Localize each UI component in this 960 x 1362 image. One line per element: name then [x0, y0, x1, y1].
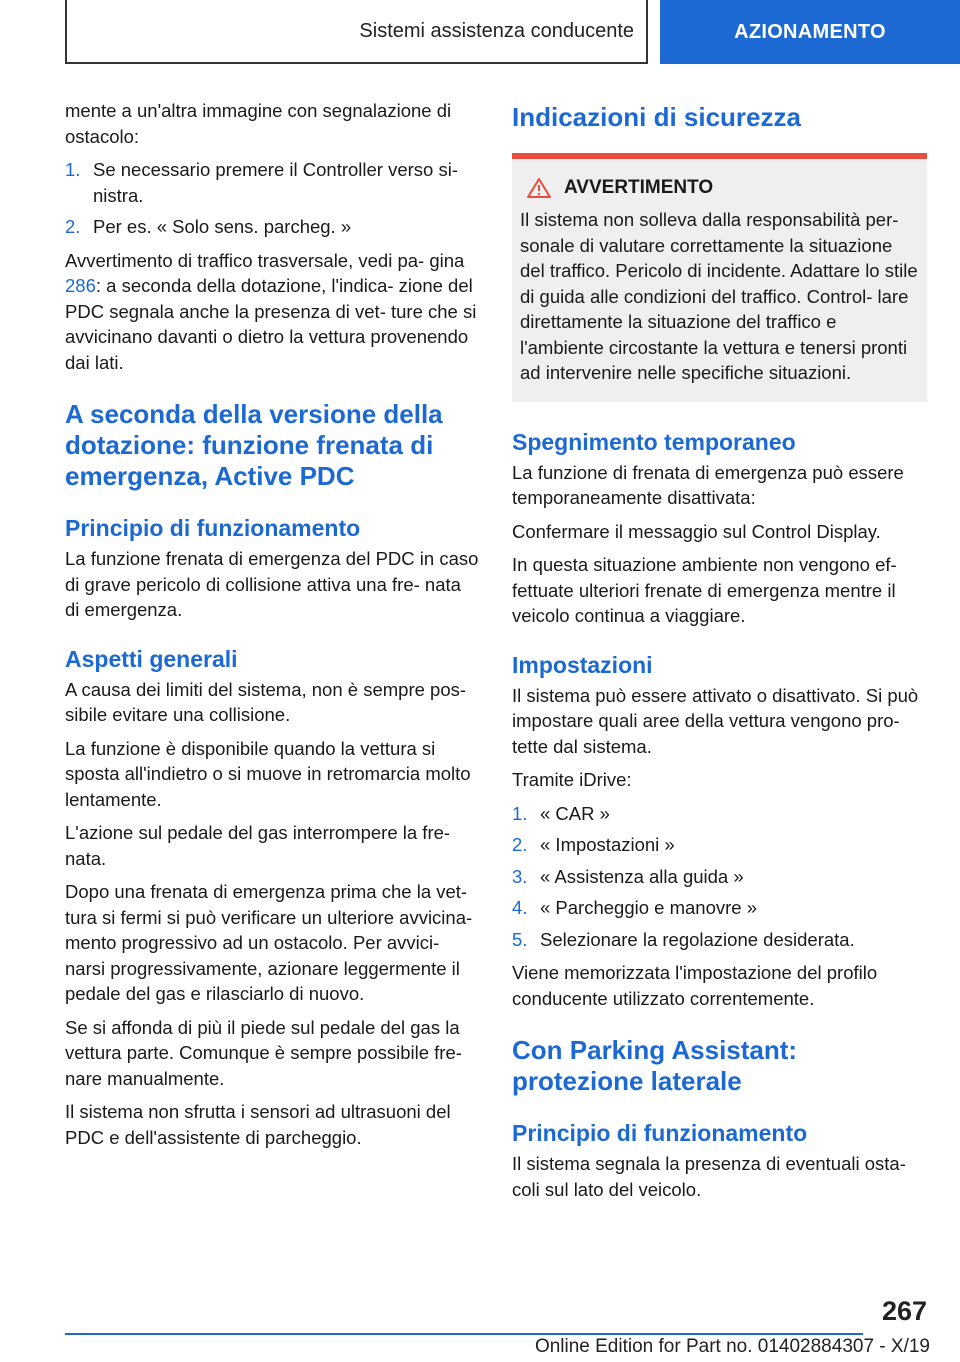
heading-principle: Principio di funzionamento — [65, 515, 361, 541]
step-text: Selezionare la regolazione desiderata. — [540, 928, 855, 950]
paragraph-settings-1: Il sistema può essere attivato o disattivato. Si può impostare quali aree della vettura vengono pro- tette dal sistema. — [512, 684, 919, 757]
right-column — [512, 98, 927, 1210]
step-number: 4. — [512, 897, 528, 918]
header-chapter-title: AZIONAMENTO — [734, 20, 886, 43]
warning-text: Il sistema non solleva dalla responsabilità per- sonale di valutare correttamente la situazione del traffico. Pericolo di incidente. Adattare lo stile di guida alle condizioni del traffico. Control- lare direttamente la situazione del traffico e l'ambiente circostante la vettura e tenersi pronti ad intervenire nelle specifiche situazioni. — [520, 209, 918, 383]
warning-title-row — [520, 177, 919, 199]
text-fragment: Avvertimento di traffico trasversale, vedi pa- gina — [65, 249, 465, 271]
heading-safety: Indicazioni di sicurezza — [512, 102, 801, 132]
list-item — [65, 214, 480, 240]
paragraph-general-6: Il sistema non sfrutta i sensori ad ultrasuoni del PDC e dell'assistente di parcheggio. — [65, 1101, 451, 1148]
paragraph-general-1: A causa dei limiti del sistema, non è sempre pos- sibile evitare una collisione. — [65, 678, 467, 725]
step-text: Se necessario premere il Controller verso si- nistra. — [93, 159, 458, 206]
paragraph-general-4: Dopo una frenata di emergenza prima che la vet- tura si fermi si può verificare un ulteriore avvicina- mento progressivo ad un ostacolo. Per avvici- narsi progressivamente, azionare leggermente il pedale del gas e rilasciarlo di nuovo. — [65, 881, 473, 1004]
left-column — [65, 98, 480, 1158]
list-item — [512, 832, 927, 858]
step-number: 3. — [512, 865, 528, 887]
list-item — [512, 864, 927, 890]
heading-principle-2: Principio di funzionamento — [512, 1120, 808, 1146]
footer-divider — [65, 1333, 863, 1335]
paragraph-temp-2: Confermare il messaggio sul Control Display. — [512, 520, 881, 542]
heading-temporary-off: Spegnimento temporaneo — [512, 428, 796, 455]
paragraph-temp-1: La funzione di frenata di emergenza può essere temporaneamente disattivata: — [512, 461, 904, 508]
step-text: « Parcheggio e manovre » — [540, 897, 757, 918]
paragraph-settings-2: Tramite iDrive: — [512, 769, 632, 790]
warning-triangle-icon — [526, 177, 552, 199]
header-section-title: Sistemi assistenza conducente — [359, 19, 634, 42]
heading-active-pdc: A seconda della versione della dotazione: funzione frenata di emergenza, Active PDC — [65, 399, 443, 491]
list-item — [512, 895, 927, 921]
header-chapter-tab[interactable] — [660, 0, 960, 64]
step-number: 1. — [65, 159, 81, 180]
paragraph-parking-1: Il sistema segnala la presenza di eventuali osta- coli sul lato del veicolo. — [512, 1153, 906, 1200]
paragraph-general-3: L'azione sul pedale del gas interrompere la fre- nata. — [65, 822, 451, 869]
paragraph-temp-3: In questa situazione ambiente non vengono ef- fettuate ulteriori frenate di emergenza mentre il veicolo continua a viaggiare. — [512, 554, 897, 626]
paragraph-general-2: La funzione è disponibile quando la vettura si sposta all'indietro o si muove in retromarcia molto lentamente. — [65, 737, 471, 810]
list-item — [65, 157, 480, 208]
header-section — [65, 0, 648, 64]
step-text: « Assistenza alla guida » — [540, 865, 744, 887]
paragraph-intro: mente a un'altra immagine con segnalazione di ostacolo: — [65, 100, 452, 147]
step-number: 1. — [512, 802, 528, 824]
heading-general: Aspetti generali — [65, 645, 238, 672]
text-fragment: : a seconda della dotazione, l'indica- zione del PDC segnala anche la presenza di vet- ture che si avvicinano davanti o dietro la vettura provenendo dai lati. — [65, 275, 477, 373]
step-number: 5. — [512, 928, 528, 950]
warning-title: AVVERTIMENTO — [564, 177, 714, 198]
page-link-286[interactable]: 286 — [65, 275, 96, 296]
list-item — [512, 801, 927, 827]
steps-list-left — [65, 157, 480, 240]
steps-list-right — [512, 801, 927, 953]
list-item — [512, 927, 927, 953]
edition-text: Online Edition for Part no. 01402884307 - X/19 — [534, 1336, 930, 1357]
paragraph-cross-traffic — [65, 248, 480, 376]
heading-settings: Impostazioni — [512, 651, 653, 678]
paragraph-general-5: Se si affonda di più il piede sul pedale del gas la vettura parte. Comunque è sempre possibile fre- nare manualmente. — [65, 1016, 462, 1089]
paragraph-settings-3: Viene memorizzata l'impostazione del profilo conducente utilizzato correntemente. — [512, 962, 878, 1009]
warning-box — [512, 153, 927, 402]
paragraph-principle: La funzione frenata di emergenza del PDC in caso di grave pericolo di collisione attiva una fre- nata di emergenza. — [65, 548, 479, 620]
step-number: 2. — [512, 834, 528, 855]
step-text: « CAR » — [540, 802, 610, 824]
page-number: 267 — [881, 1296, 927, 1326]
step-text: Per es. « Solo sens. parcheg. » — [93, 216, 352, 237]
heading-parking-assistant: Con Parking Assistant: protezione laterale — [512, 1035, 798, 1096]
step-number: 2. — [65, 216, 81, 237]
step-text: « Impostazioni » — [540, 834, 675, 855]
